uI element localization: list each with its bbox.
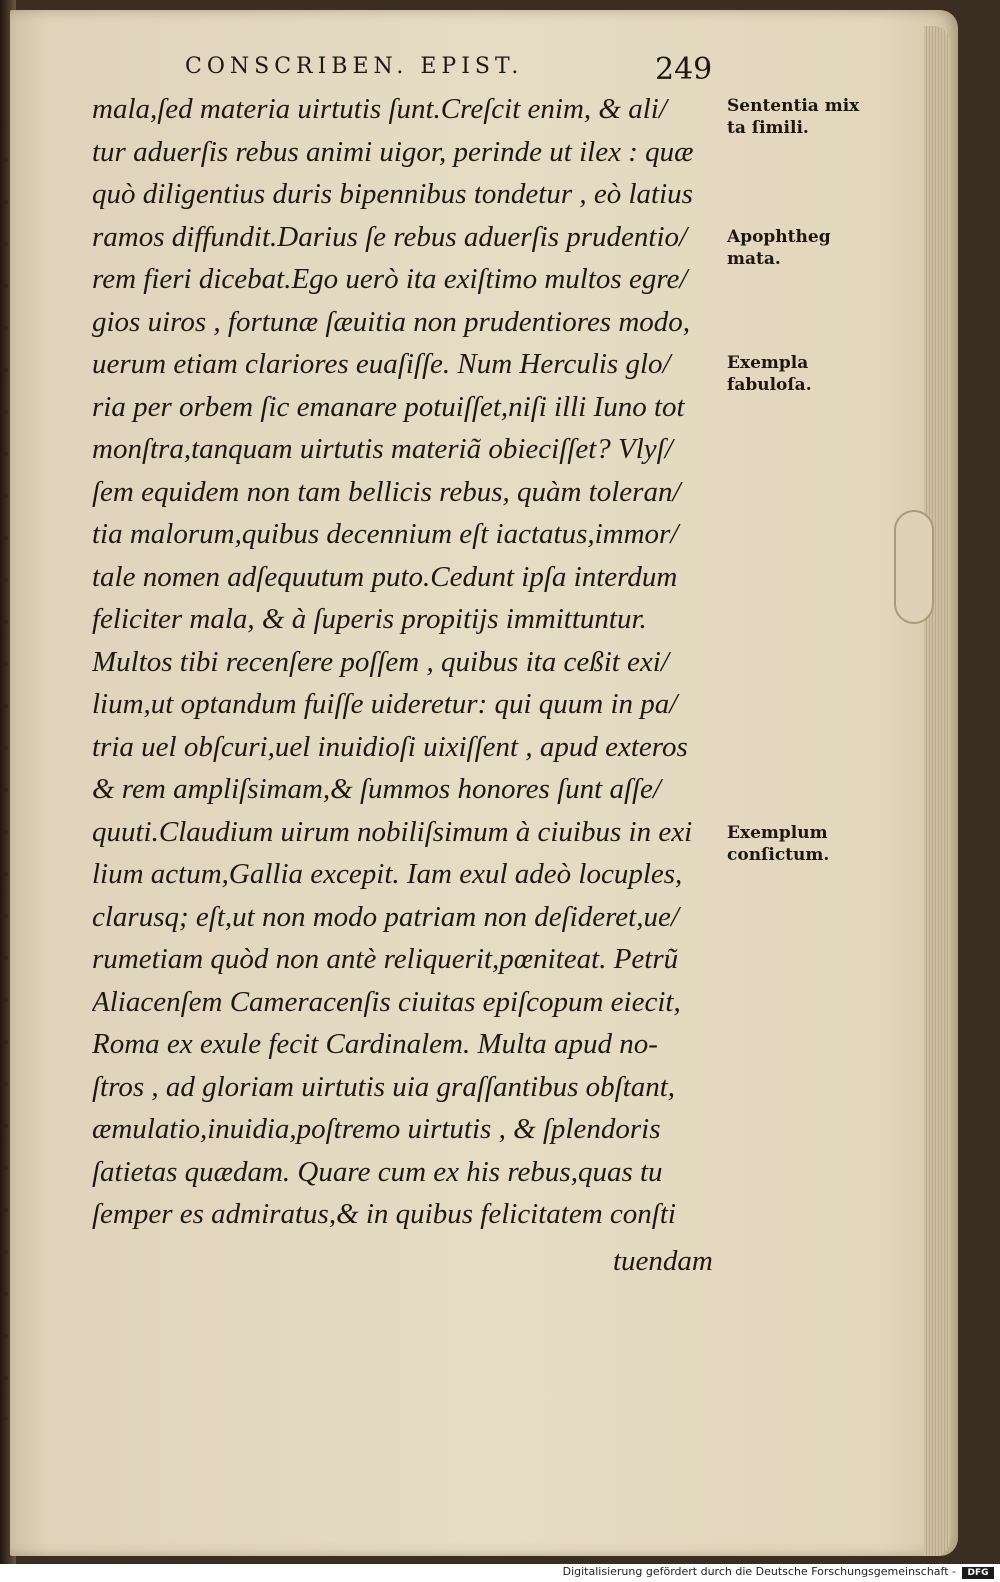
text-line: feliciter mala, & à ſuperis propitijs immittuntur. [92, 603, 647, 635]
text-line: quò diligentius duris bipennibus tondetur , eò latius [92, 178, 693, 210]
body-text [92, 88, 742, 1236]
text-line: gios uiros , fortunæ ſæuitia non prudentiores modo, [92, 305, 691, 338]
text-line: rumetiam quòd non antè reliquerit,pœniteat. Petrũ [92, 943, 679, 975]
text-line: tia malorum,quibus decennium eſt iactatus,immor/ [92, 518, 679, 550]
text-line: tale nomen adſequutum puto.Cedunt ipſa interdum [92, 560, 678, 593]
catchword: tuendam [613, 1245, 713, 1277]
margin-note-exempla-fabulosa: Exempla fabuloſa. [727, 353, 812, 395]
margin-note-exemplum-confictum: Exemplum conſictum. [727, 823, 830, 865]
text-line: quuti.Claudium uirum nobiliſsimum à ciuibus in exi [92, 815, 693, 848]
text-line: uerum etiam clariores euaſiſſe. Num Herculis glo/ [92, 348, 671, 380]
text-line: ſtros , ad gloriam uirtutis uia graſſantibus obſtant, [92, 1070, 676, 1103]
text-line: mala,ſed materia uirtutis ſunt.Creſcit enim, & ali/ [92, 93, 667, 125]
text-line: clarusq; eſt,ut non modo patriam non deſideret,ue/ [92, 900, 679, 933]
text-line: rem fieri dicebat.Ego uerò ita exiſtimo multos egre/ [92, 263, 688, 295]
text-line: lium,ut optandum fuiſſe uideretur: qui quum in pa/ [92, 688, 678, 720]
text-line: Aliacenſem Cameracenſis ciuitas epiſcopum eiecit, [92, 985, 681, 1018]
text-line: ſem equidem non tam bellicis rebus, quàm toleran/ [92, 475, 681, 508]
margin-note-sententia: Sententia mix ta ſimili. [727, 96, 860, 138]
text-line: Roma ex exule fecit Cardinalem. Multa apud no- [92, 1028, 658, 1060]
thumb-tab [894, 510, 934, 624]
text-line: tur aduerſis rebus animi uigor, perinde ut ilex : quæ [92, 135, 694, 168]
text-line: ſatietas quædam. Quare cum ex his rebus,quas tu [92, 1155, 663, 1188]
text-line: tria uel obſcuri,uel inuidioſi uixiſſent , apud exteros [92, 730, 688, 763]
dfg-logo: DFG [962, 1567, 994, 1579]
page-edges [924, 26, 950, 1556]
margin-note-apophthegmata: Apophtheg mata. [727, 227, 831, 269]
running-head: CONSCRIBEN. EPIST. [185, 54, 524, 79]
text-line: lium actum,Gallia excepit. Iam exul adeò locuples, [92, 858, 683, 890]
text-line: æmulatio,inuidia,poſtremo uirtutis , & ſplendoris [92, 1113, 661, 1145]
text-line: ramos diffundit.Darius ſe rebus aduerſis prudentio/ [92, 220, 688, 253]
funding-credit: Digitalisierung gefördert durch die Deutsche Forschungsgemeinschaft - [562, 1565, 956, 1578]
text-line: monſtra,tanquam uirtutis materiã obieciſſet? Vlyſ/ [92, 433, 673, 465]
page-number: 249 [655, 52, 713, 87]
text-line: & rem ampliſsimam,& ſummos honores ſunt aſſe/ [92, 773, 661, 805]
footer-bar [0, 1564, 1000, 1582]
text-line: ſemper es admiratus,& in quibus felicitatem conſti [92, 1198, 676, 1230]
text-line: Multos tibi recenſere poſſem , quibus ita ceßit exi/ [92, 645, 669, 678]
left-edge-marks [0, 120, 8, 1420]
text-line: ria per orbem ſic emanare potuiſſet,niſi illi Iuno tot [92, 390, 685, 423]
